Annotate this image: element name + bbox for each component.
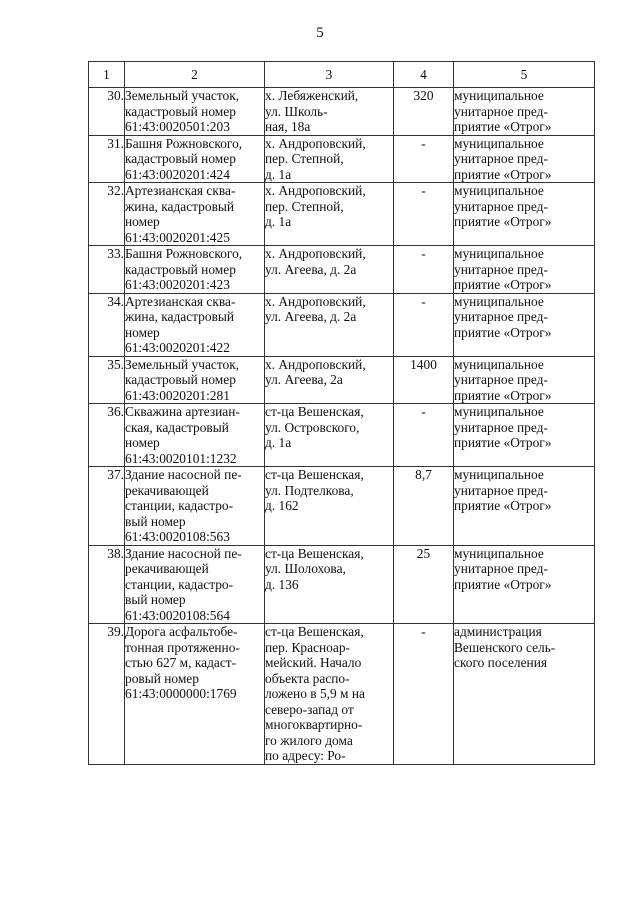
row-number-cell: 33.: [89, 246, 125, 294]
table-row: [89, 545, 595, 624]
address-line: ул. Агеева, 2а: [265, 372, 343, 387]
table-row: [89, 404, 595, 467]
address-line: д. 136: [265, 576, 299, 592]
area-cell: -: [394, 404, 454, 467]
holder-line: муниципальное: [454, 467, 544, 482]
object-name-cell: [125, 88, 265, 136]
address-line: д. 1а: [265, 214, 292, 229]
address-line: х. Андроповский,: [265, 135, 366, 151]
row-number-cell: 31.: [89, 135, 125, 183]
holder-line: приятие «Отрог»: [454, 324, 552, 340]
object-name-line: ская, кадастровый: [125, 419, 229, 435]
holder-line: администрация: [454, 624, 542, 639]
holder-line: унитарное пред-: [454, 372, 548, 387]
address-line: объекта распо-: [265, 670, 350, 686]
object-name-line: 61:43:0020108:563: [125, 529, 230, 544]
holder-cell: [454, 183, 595, 246]
row-number-cell: 30.: [89, 88, 125, 136]
object-name-line: номер: [125, 214, 160, 229]
address-line: х. Андроповский,: [265, 293, 366, 309]
object-name-line: Земельный участок,: [125, 88, 240, 103]
object-name-line: номер: [125, 324, 160, 340]
holder-line: муниципальное: [454, 246, 544, 261]
row-number-cell: 37.: [89, 467, 125, 546]
address-line: ул. Подтелкова,: [265, 482, 354, 498]
address-cell: [265, 88, 394, 136]
table-row: [89, 293, 595, 356]
address-line: д. 1а: [265, 166, 292, 182]
holder-line: унитарное пред-: [454, 419, 548, 435]
address-line: многоквартирно-: [265, 717, 363, 732]
address-line: пер. Степной,: [265, 198, 344, 214]
holder-line: ского поселения: [454, 655, 548, 670]
address-line: х. Андроповский,: [265, 183, 366, 198]
address-cell: [265, 246, 394, 294]
area-cell: 8,7: [394, 467, 454, 546]
holder-cell: [454, 624, 595, 765]
address-line: ул. Школь-: [265, 103, 328, 119]
area-cell: 320: [394, 88, 454, 136]
area-cell: -: [394, 135, 454, 183]
holder-line: муниципальное: [454, 88, 544, 103]
object-name-line: Башня Рожновского,: [125, 135, 243, 151]
object-name-cell: [125, 467, 265, 546]
holder-line: муниципальное: [454, 183, 544, 198]
address-line: х. Андроповский,: [265, 356, 366, 372]
object-name-line: ровый номер: [125, 670, 199, 686]
row-number-cell: 34.: [89, 293, 125, 356]
object-name-line: Здание насосной пе-: [125, 467, 242, 482]
object-name-line: стью 627 м, кадаст-: [125, 655, 237, 670]
address-cell: [265, 545, 394, 624]
object-name-line: кадастровый номер: [125, 261, 236, 277]
column-header-5: 5: [454, 62, 595, 88]
object-name-line: 61:43:0020201:281: [125, 387, 230, 403]
column-header-3: 3: [265, 62, 394, 88]
address-line: ул. Шолохова,: [265, 561, 346, 576]
address-line: го жилого дома: [265, 732, 353, 748]
address-cell: [265, 135, 394, 183]
holder-cell: [454, 135, 595, 183]
holder-cell: [454, 467, 595, 546]
holder-line: муниципальное: [454, 135, 544, 151]
address-line: ная, 18а: [265, 119, 311, 134]
table-row: [89, 356, 595, 404]
area-cell: 1400: [394, 356, 454, 404]
holder-cell: [454, 88, 595, 136]
object-name-line: Дорога асфальтобе-: [125, 624, 238, 639]
holder-line: унитарное пред-: [454, 151, 548, 166]
holder-line: унитарное пред-: [454, 309, 548, 324]
object-name-line: кадастровый номер: [125, 103, 236, 119]
row-number-cell: 39.: [89, 624, 125, 765]
holder-line: муниципальное: [454, 293, 544, 309]
object-name-line: вый номер: [125, 592, 186, 607]
object-name-cell: [125, 246, 265, 294]
object-name-line: 61:43:0000000:1769: [125, 686, 237, 701]
object-name-line: рекачивающей: [125, 482, 209, 498]
object-name-line: кадастровый номер: [125, 372, 236, 387]
address-line: ул. Островского,: [265, 419, 360, 435]
holder-line: муниципальное: [454, 404, 544, 419]
row-number-cell: 35.: [89, 356, 125, 404]
holder-cell: [454, 404, 595, 467]
holder-line: приятие «Отрог»: [454, 498, 552, 513]
row-number-cell: 38.: [89, 545, 125, 624]
table-row: [89, 246, 595, 294]
object-name-line: кадастровый номер: [125, 151, 236, 166]
object-name-line: 61:43:0020201:425: [125, 229, 230, 245]
address-line: ул. Агеева, д. 2а: [265, 261, 357, 277]
holder-cell: [454, 293, 595, 356]
holder-line: Вешенского сель-: [454, 639, 556, 655]
holder-line: унитарное пред-: [454, 198, 548, 214]
address-line: пер. Красноар-: [265, 639, 350, 655]
address-line: х. Андроповский,: [265, 246, 366, 261]
area-cell: -: [394, 183, 454, 246]
object-name-line: номер: [125, 435, 160, 450]
object-name-cell: [125, 624, 265, 765]
area-cell: -: [394, 624, 454, 765]
holder-line: приятие «Отрог»: [454, 435, 552, 450]
row-number-cell: 32.: [89, 183, 125, 246]
address-line: пер. Степной,: [265, 151, 344, 166]
object-name-line: 61:43:0020108:564: [125, 607, 230, 623]
object-name-line: Здание насосной пе-: [125, 545, 242, 561]
table-row: [89, 135, 595, 183]
table-row: [89, 183, 595, 246]
object-name-line: Башня Рожновского,: [125, 246, 243, 261]
object-name-cell: [125, 293, 265, 356]
address-cell: [265, 404, 394, 467]
holder-cell: [454, 246, 595, 294]
address-line: мейский. Начало: [265, 655, 362, 670]
address-line: д. 1а: [265, 435, 292, 450]
address-line: ложено в 5,9 м на: [265, 686, 365, 701]
object-name-line: 61:43:0020201:423: [125, 277, 230, 292]
object-name-line: Артезианская сква-: [125, 293, 236, 309]
holder-line: унитарное пред-: [454, 561, 548, 576]
column-header-2: 2: [125, 62, 265, 88]
holder-line: унитарное пред-: [454, 103, 548, 119]
object-name-cell: [125, 183, 265, 246]
table-row: [89, 467, 595, 546]
column-header-1: 1: [89, 62, 125, 88]
object-name-line: станции, кадастро-: [125, 576, 234, 592]
holder-line: унитарное пред-: [454, 482, 548, 498]
object-name-line: Земельный участок,: [125, 356, 240, 372]
address-line: ст-ца Вешенская,: [265, 467, 364, 482]
object-name-cell: [125, 404, 265, 467]
area-cell: 25: [394, 545, 454, 624]
address-line: по адресу: Ро-: [265, 748, 346, 763]
address-cell: [265, 293, 394, 356]
object-name-line: жина, кадастровый: [125, 309, 235, 324]
area-cell: -: [394, 246, 454, 294]
holder-line: приятие «Отрог»: [454, 576, 552, 592]
object-name-line: жина, кадастровый: [125, 198, 235, 214]
holder-line: муниципальное: [454, 356, 544, 372]
object-name-line: 61:43:0020201:424: [125, 166, 230, 182]
address-line: х. Лебяженский,: [265, 88, 359, 103]
holder-line: муниципальное: [454, 545, 544, 561]
holder-line: приятие «Отрог»: [454, 387, 552, 403]
table-header-row: [89, 62, 595, 88]
object-name-line: вый номер: [125, 513, 186, 529]
table-row: [89, 624, 595, 765]
holder-line: приятие «Отрог»: [454, 119, 552, 134]
area-cell: -: [394, 293, 454, 356]
column-header-4: 4: [394, 62, 454, 88]
object-name-line: станции, кадастро-: [125, 498, 234, 513]
object-name-line: Скважина артезиан-: [125, 404, 240, 419]
object-name-line: 61:43:0020101:1232: [125, 450, 237, 466]
address-cell: [265, 183, 394, 246]
address-cell: [265, 467, 394, 546]
address-line: ул. Агеева, д. 2а: [265, 309, 357, 324]
holder-line: унитарное пред-: [454, 261, 548, 277]
page-number: 5: [316, 25, 324, 41]
holder-line: приятие «Отрог»: [454, 277, 552, 292]
address-line: ст-ца Вешенская,: [265, 624, 364, 639]
address-line: ст-ца Вешенская,: [265, 545, 364, 561]
address-line: северо-запад от: [265, 701, 354, 717]
address-line: ст-ца Вешенская,: [265, 404, 364, 419]
holder-line: приятие «Отрог»: [454, 214, 552, 229]
address-cell: [265, 624, 394, 765]
table-body: [89, 88, 595, 765]
object-name-line: рекачивающей: [125, 561, 209, 576]
property-registry-table: [88, 61, 595, 765]
object-name-cell: [125, 545, 265, 624]
object-name-line: 61:43:0020201:422: [125, 340, 230, 355]
table-row: [89, 88, 595, 136]
address-line: д. 162: [265, 498, 299, 513]
row-number-cell: 36.: [89, 404, 125, 467]
object-name-cell: [125, 356, 265, 404]
object-name-line: тонная протяженно-: [125, 639, 240, 655]
object-name-cell: [125, 135, 265, 183]
holder-line: приятие «Отрог»: [454, 166, 552, 182]
holder-cell: [454, 545, 595, 624]
object-name-line: 61:43:0020501:203: [125, 119, 230, 134]
address-cell: [265, 356, 394, 404]
holder-cell: [454, 356, 595, 404]
object-name-line: Артезианская сква-: [125, 183, 236, 198]
